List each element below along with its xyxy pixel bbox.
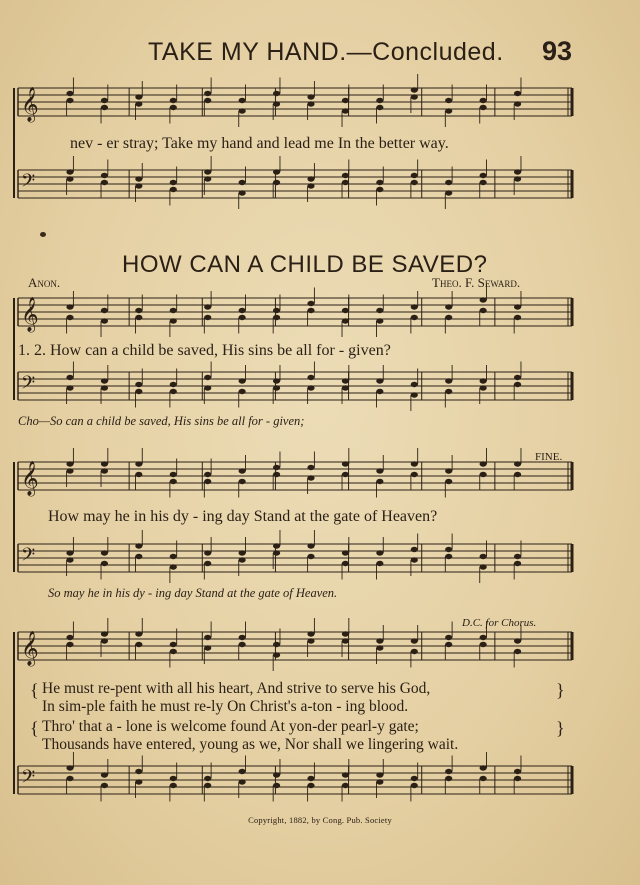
note-head — [307, 308, 314, 313]
note-head — [170, 564, 177, 569]
note-head — [376, 550, 383, 555]
note-head — [411, 315, 418, 320]
copyright-notice: Copyright, 1882, by Cong. Pub. Society — [248, 815, 392, 825]
note-head — [445, 769, 452, 774]
note-head — [445, 642, 452, 647]
note-head — [239, 642, 246, 647]
note-head — [376, 772, 383, 777]
note-head — [307, 554, 314, 559]
note-head — [411, 547, 418, 552]
note-head — [514, 176, 521, 181]
note-head — [342, 631, 349, 636]
note-head — [204, 635, 211, 640]
verse-brace-right-2: } — [556, 718, 565, 738]
note-head — [411, 638, 418, 643]
song-title: HOW CAN A CHILD BE SAVED? — [122, 251, 488, 278]
note-head — [204, 550, 211, 555]
note-head — [514, 472, 521, 477]
note-head — [273, 783, 280, 788]
note-head — [514, 91, 521, 96]
note-head — [273, 550, 280, 555]
note-head — [411, 382, 418, 387]
note-head — [239, 479, 246, 484]
note-head — [376, 308, 383, 313]
note-head — [135, 315, 142, 320]
verse-line-1: He must re-pent with all his heart, And strive to serve his God, — [42, 680, 431, 697]
note-head — [135, 176, 142, 181]
note-head — [514, 315, 521, 320]
note-head — [514, 561, 521, 566]
note-head — [445, 468, 452, 473]
note-head — [204, 561, 211, 566]
note-head — [307, 638, 314, 643]
note-head — [445, 315, 452, 320]
note-head — [66, 550, 73, 555]
note-head — [204, 169, 211, 174]
note-head — [101, 318, 108, 323]
note-head — [66, 315, 73, 320]
note-head — [307, 375, 314, 380]
note-head — [101, 783, 108, 788]
note-head — [101, 631, 108, 636]
bass-clef: 𝄢 — [21, 171, 36, 196]
note-head — [480, 180, 487, 185]
note-head — [342, 783, 349, 788]
note-head — [273, 308, 280, 313]
note-head — [170, 308, 177, 313]
note-head — [135, 101, 142, 106]
note-head — [307, 101, 314, 106]
note-head — [170, 98, 177, 103]
note-head — [66, 461, 73, 466]
note-head — [66, 385, 73, 390]
note-head — [170, 776, 177, 781]
note-head — [307, 183, 314, 188]
note-head — [135, 308, 142, 313]
note-head — [170, 389, 177, 394]
note-head — [342, 378, 349, 383]
note-head — [514, 769, 521, 774]
note-head — [66, 176, 73, 181]
note-head — [204, 645, 211, 650]
note-head — [273, 652, 280, 657]
note-head — [273, 91, 280, 96]
note-head — [101, 308, 108, 313]
composer: Theo. F. Seward. — [432, 275, 521, 290]
note-head — [445, 479, 452, 484]
note-head — [480, 385, 487, 390]
note-head — [480, 378, 487, 383]
note-head — [239, 769, 246, 774]
note-head — [342, 472, 349, 477]
note-head — [66, 91, 73, 96]
note-head — [514, 776, 521, 781]
note-head — [514, 304, 521, 309]
note-head — [445, 304, 452, 309]
note-head — [376, 378, 383, 383]
note-head — [411, 392, 418, 397]
note-head — [342, 318, 349, 323]
bass-clef: 𝄢 — [21, 545, 36, 570]
note-head — [480, 461, 487, 466]
note-head — [480, 308, 487, 313]
note-head — [307, 475, 314, 480]
note-head — [239, 557, 246, 562]
bass-clef: 𝄢 — [21, 373, 36, 398]
note-head — [480, 98, 487, 103]
chorus-line-1: Cho—So can a child be saved, His sins be all for - given; — [18, 414, 305, 428]
note-head — [411, 776, 418, 781]
note-head — [514, 649, 521, 654]
note-head — [170, 554, 177, 559]
note-head — [273, 180, 280, 185]
note-head — [411, 87, 418, 92]
note-head — [514, 461, 521, 466]
note-head — [273, 378, 280, 383]
note-head — [135, 461, 142, 466]
note-head — [170, 479, 177, 484]
note-head — [480, 105, 487, 110]
note-head — [135, 769, 142, 774]
note-head — [376, 779, 383, 784]
note-head — [376, 479, 383, 484]
note-head — [101, 772, 108, 777]
note-head — [445, 776, 452, 781]
note-head — [101, 550, 108, 555]
note-head — [307, 176, 314, 181]
note-head — [101, 461, 108, 466]
note-head — [376, 561, 383, 566]
note-head — [342, 308, 349, 313]
note-head — [239, 98, 246, 103]
note-head — [307, 631, 314, 636]
note-head — [342, 385, 349, 390]
note-head — [376, 638, 383, 643]
chorus-line-2: So may he in his dy - ing day Stand at the gate of Heaven. — [48, 586, 338, 600]
note-head — [273, 315, 280, 320]
note-head — [376, 318, 383, 323]
note-head — [66, 169, 73, 174]
note-head — [480, 297, 487, 302]
note-head — [170, 642, 177, 647]
note-head — [445, 635, 452, 640]
note-head — [135, 94, 142, 99]
note-head — [170, 783, 177, 788]
note-head — [445, 108, 452, 113]
verse-line-3: Thro' that a - lone is welcome found At yon-der pearl-y gate; — [42, 718, 419, 735]
treble-clef: 𝄞 — [21, 461, 39, 496]
note-head — [101, 468, 108, 473]
note-head — [273, 169, 280, 174]
note-head — [411, 94, 418, 99]
author-left: Anon. — [28, 275, 61, 290]
note-head — [101, 98, 108, 103]
note-head — [170, 649, 177, 654]
note-head — [204, 479, 211, 484]
note-head — [239, 108, 246, 113]
note-head — [445, 378, 452, 383]
note-head — [307, 776, 314, 781]
note-head — [480, 776, 487, 781]
note-head — [66, 557, 73, 562]
note-head — [101, 173, 108, 178]
note-head — [239, 635, 246, 640]
note-head — [66, 304, 73, 309]
note-head — [514, 638, 521, 643]
note-head — [445, 180, 452, 185]
note-head — [135, 472, 142, 477]
note-head — [135, 779, 142, 784]
note-head — [273, 385, 280, 390]
note-head — [204, 783, 211, 788]
note-head — [170, 318, 177, 323]
dc-mark: D.C. for Chorus. — [462, 617, 537, 629]
note-head — [411, 173, 418, 178]
note-head — [273, 465, 280, 470]
note-head — [342, 108, 349, 113]
note-head — [307, 465, 314, 470]
page-number: 93 — [542, 36, 573, 66]
note-head — [342, 173, 349, 178]
note-head — [101, 105, 108, 110]
note-head — [342, 550, 349, 555]
note-head — [170, 180, 177, 185]
note-head — [514, 382, 521, 387]
note-head — [411, 180, 418, 185]
note-head — [411, 304, 418, 309]
note-head — [239, 378, 246, 383]
note-head — [307, 543, 314, 548]
note-head — [514, 169, 521, 174]
verse-brace-right-1: } — [556, 680, 565, 700]
note-head — [342, 638, 349, 643]
note-head — [135, 389, 142, 394]
page-header-title: TAKE MY HAND.—Concluded. — [148, 38, 504, 66]
note-head — [480, 173, 487, 178]
fine-mark: FINE. — [535, 451, 563, 463]
note-head — [376, 389, 383, 394]
note-head — [307, 94, 314, 99]
note-head — [445, 190, 452, 195]
note-head — [445, 98, 452, 103]
note-head — [342, 561, 349, 566]
note-head — [273, 772, 280, 777]
bass-clef: 𝄢 — [21, 767, 36, 792]
verse-line-2: In sim-ple faith he must re-ly On Christ's a-ton - ing blood. — [42, 698, 409, 715]
verse-brace-left-1: { — [30, 680, 39, 700]
note-head — [204, 375, 211, 380]
note-head — [239, 315, 246, 320]
note-head — [307, 783, 314, 788]
note-head — [307, 301, 314, 306]
note-head — [239, 389, 246, 394]
note-head — [66, 635, 73, 640]
note-head — [135, 631, 142, 636]
note-head — [514, 554, 521, 559]
note-head — [411, 783, 418, 788]
note-head — [239, 308, 246, 313]
note-head — [204, 176, 211, 181]
note-head — [239, 779, 246, 784]
prev-song-lyric: nev - er stray; Take my hand and lead me In the better way. — [70, 135, 449, 152]
note-head — [376, 645, 383, 650]
note-head — [135, 183, 142, 188]
treble-clef: 𝄞 — [21, 631, 39, 666]
treble-clef: 𝄞 — [21, 297, 39, 332]
note-head — [66, 375, 73, 380]
verse-line-4: Thousands have entered, young as we, Nor shall we lingering wait. — [42, 736, 459, 753]
note-head — [101, 561, 108, 566]
note-head — [514, 375, 521, 380]
note-head — [170, 472, 177, 477]
note-head — [135, 543, 142, 548]
note-head — [480, 635, 487, 640]
note-head — [342, 98, 349, 103]
note-head — [66, 98, 73, 103]
ink-spot — [40, 232, 46, 237]
note-head — [239, 180, 246, 185]
note-head — [376, 180, 383, 185]
note-head — [480, 472, 487, 477]
note-head — [66, 468, 73, 473]
verse-brace-left-2: { — [30, 718, 39, 738]
note-head — [376, 105, 383, 110]
note-head — [376, 468, 383, 473]
note-head — [411, 472, 418, 477]
note-head — [66, 642, 73, 647]
lyric-line-2: How may he in his dy - ing day Stand at the gate of Heaven? — [48, 508, 438, 525]
note-head — [170, 382, 177, 387]
note-head — [376, 98, 383, 103]
note-head — [101, 638, 108, 643]
note-head — [239, 190, 246, 195]
note-head — [170, 105, 177, 110]
note-head — [204, 776, 211, 781]
note-head — [101, 378, 108, 383]
note-head — [204, 91, 211, 96]
note-head — [342, 772, 349, 777]
note-head — [411, 461, 418, 466]
note-head — [411, 557, 418, 562]
note-head — [480, 642, 487, 647]
note-head — [307, 385, 314, 390]
note-head — [480, 765, 487, 770]
note-head — [66, 765, 73, 770]
note-head — [273, 472, 280, 477]
note-head — [239, 468, 246, 473]
treble-clef: 𝄞 — [21, 87, 39, 122]
note-head — [273, 543, 280, 548]
note-head — [204, 472, 211, 477]
note-head — [101, 385, 108, 390]
note-head — [514, 101, 521, 106]
note-head — [445, 389, 452, 394]
note-head — [204, 304, 211, 309]
note-head — [66, 776, 73, 781]
note-head — [445, 554, 452, 559]
note-head — [204, 385, 211, 390]
note-head — [411, 649, 418, 654]
note-head — [135, 382, 142, 387]
note-head — [239, 550, 246, 555]
note-head — [376, 187, 383, 192]
note-head — [204, 98, 211, 103]
note-head — [135, 554, 142, 559]
note-head — [480, 554, 487, 559]
lyric-line-1: 1. 2. How can a child be saved, His sins be all for - given? — [18, 342, 391, 359]
note-head — [135, 642, 142, 647]
note-head — [342, 180, 349, 185]
note-head — [480, 564, 487, 569]
note-head — [101, 180, 108, 185]
note-head — [273, 642, 280, 647]
note-head — [342, 461, 349, 466]
note-head — [170, 187, 177, 192]
note-head — [445, 547, 452, 552]
note-head — [273, 101, 280, 106]
note-head — [204, 315, 211, 320]
